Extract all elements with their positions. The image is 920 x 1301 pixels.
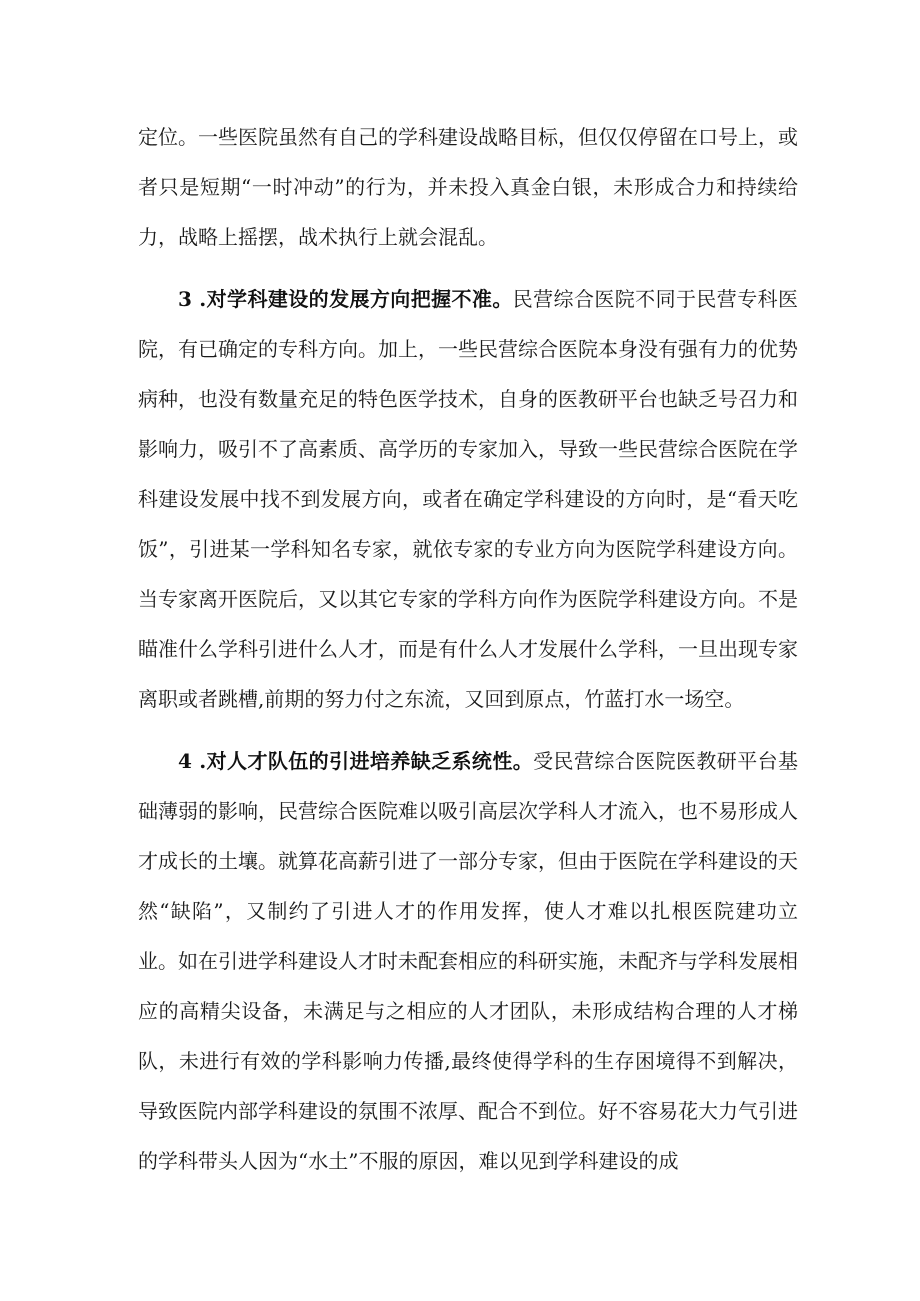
section-4-text: 受民营综合医院医教研平台基础薄弱的影响，民营综合医院难以吸引高层次学科人才流入，也不易形成人才成长的土壤。就算花高薪引进了一部分专家，但由于医院在学科建设的天然“缺陷”，又制约了引进人才的作用发挥，使人才难以扎根医院建功立业。如在引进学科建设人才时未配套相应的科研实施，未配齐与学科发展相应的高精尖设备，未满足与之相应的人才团队，未形成结构合理的人才梯队，未进行有效的学科影响力传播,最终使得学科的生存困境得不到解决，导致医院内部学科建设的氛围不浓厚、配合不到位。好不容易花大力气引进的学科带头人因为“水土”不服的原因，难以见到学科建设的成 [138,749,799,1173]
document-body [138,112,798,1186]
paragraph-section-3 [138,274,798,724]
section-3-heading: 3 .对学科建设的发展方向把握不准。 [178,287,513,311]
section-4-heading: 4 .对人才队伍的引进培养缺乏系统性。 [178,749,534,773]
paragraph-spacer [138,262,798,274]
paragraph-spacer [138,724,798,736]
section-3-text: 民营综合医院不同于民营专科医院，有已确定的专科方向。加上，一些民营综合医院本身没有强有力的优势病种，也没有数量充足的特色医学技术，自身的医教研平台也缺乏号召力和影响力，吸引不了高素质、高学历的专家加入，导致一些民营综合医院在学科建设发展中找不到发展方向，或者在确定学科建设的方向时，是“看天吃饭”，引进某一学科知名专家，就依专家的专业方向为医院学科建设方向。当专家离开医院后，又以其它专家的学科方向作为医院学科建设方向。不是瞄准什么学科引进什么人才，而是有什么人才发展什么学科，一旦出现专家离职或者跳槽,前期的努力付之东流，又回到原点，竹蓝打水一场空。 [138,287,799,711]
paragraph-continuation [138,112,798,262]
paragraph-section-4 [138,736,798,1186]
paragraph-text: 定位。一些医院虽然有自己的学科建设战略目标，但仅仅停留在口号上，或者只是短期“一时冲动”的行为，并未投入真金白银，未形成合力和持续给力，战略上摇摆，战术执行上就会混乱。 [138,125,798,249]
